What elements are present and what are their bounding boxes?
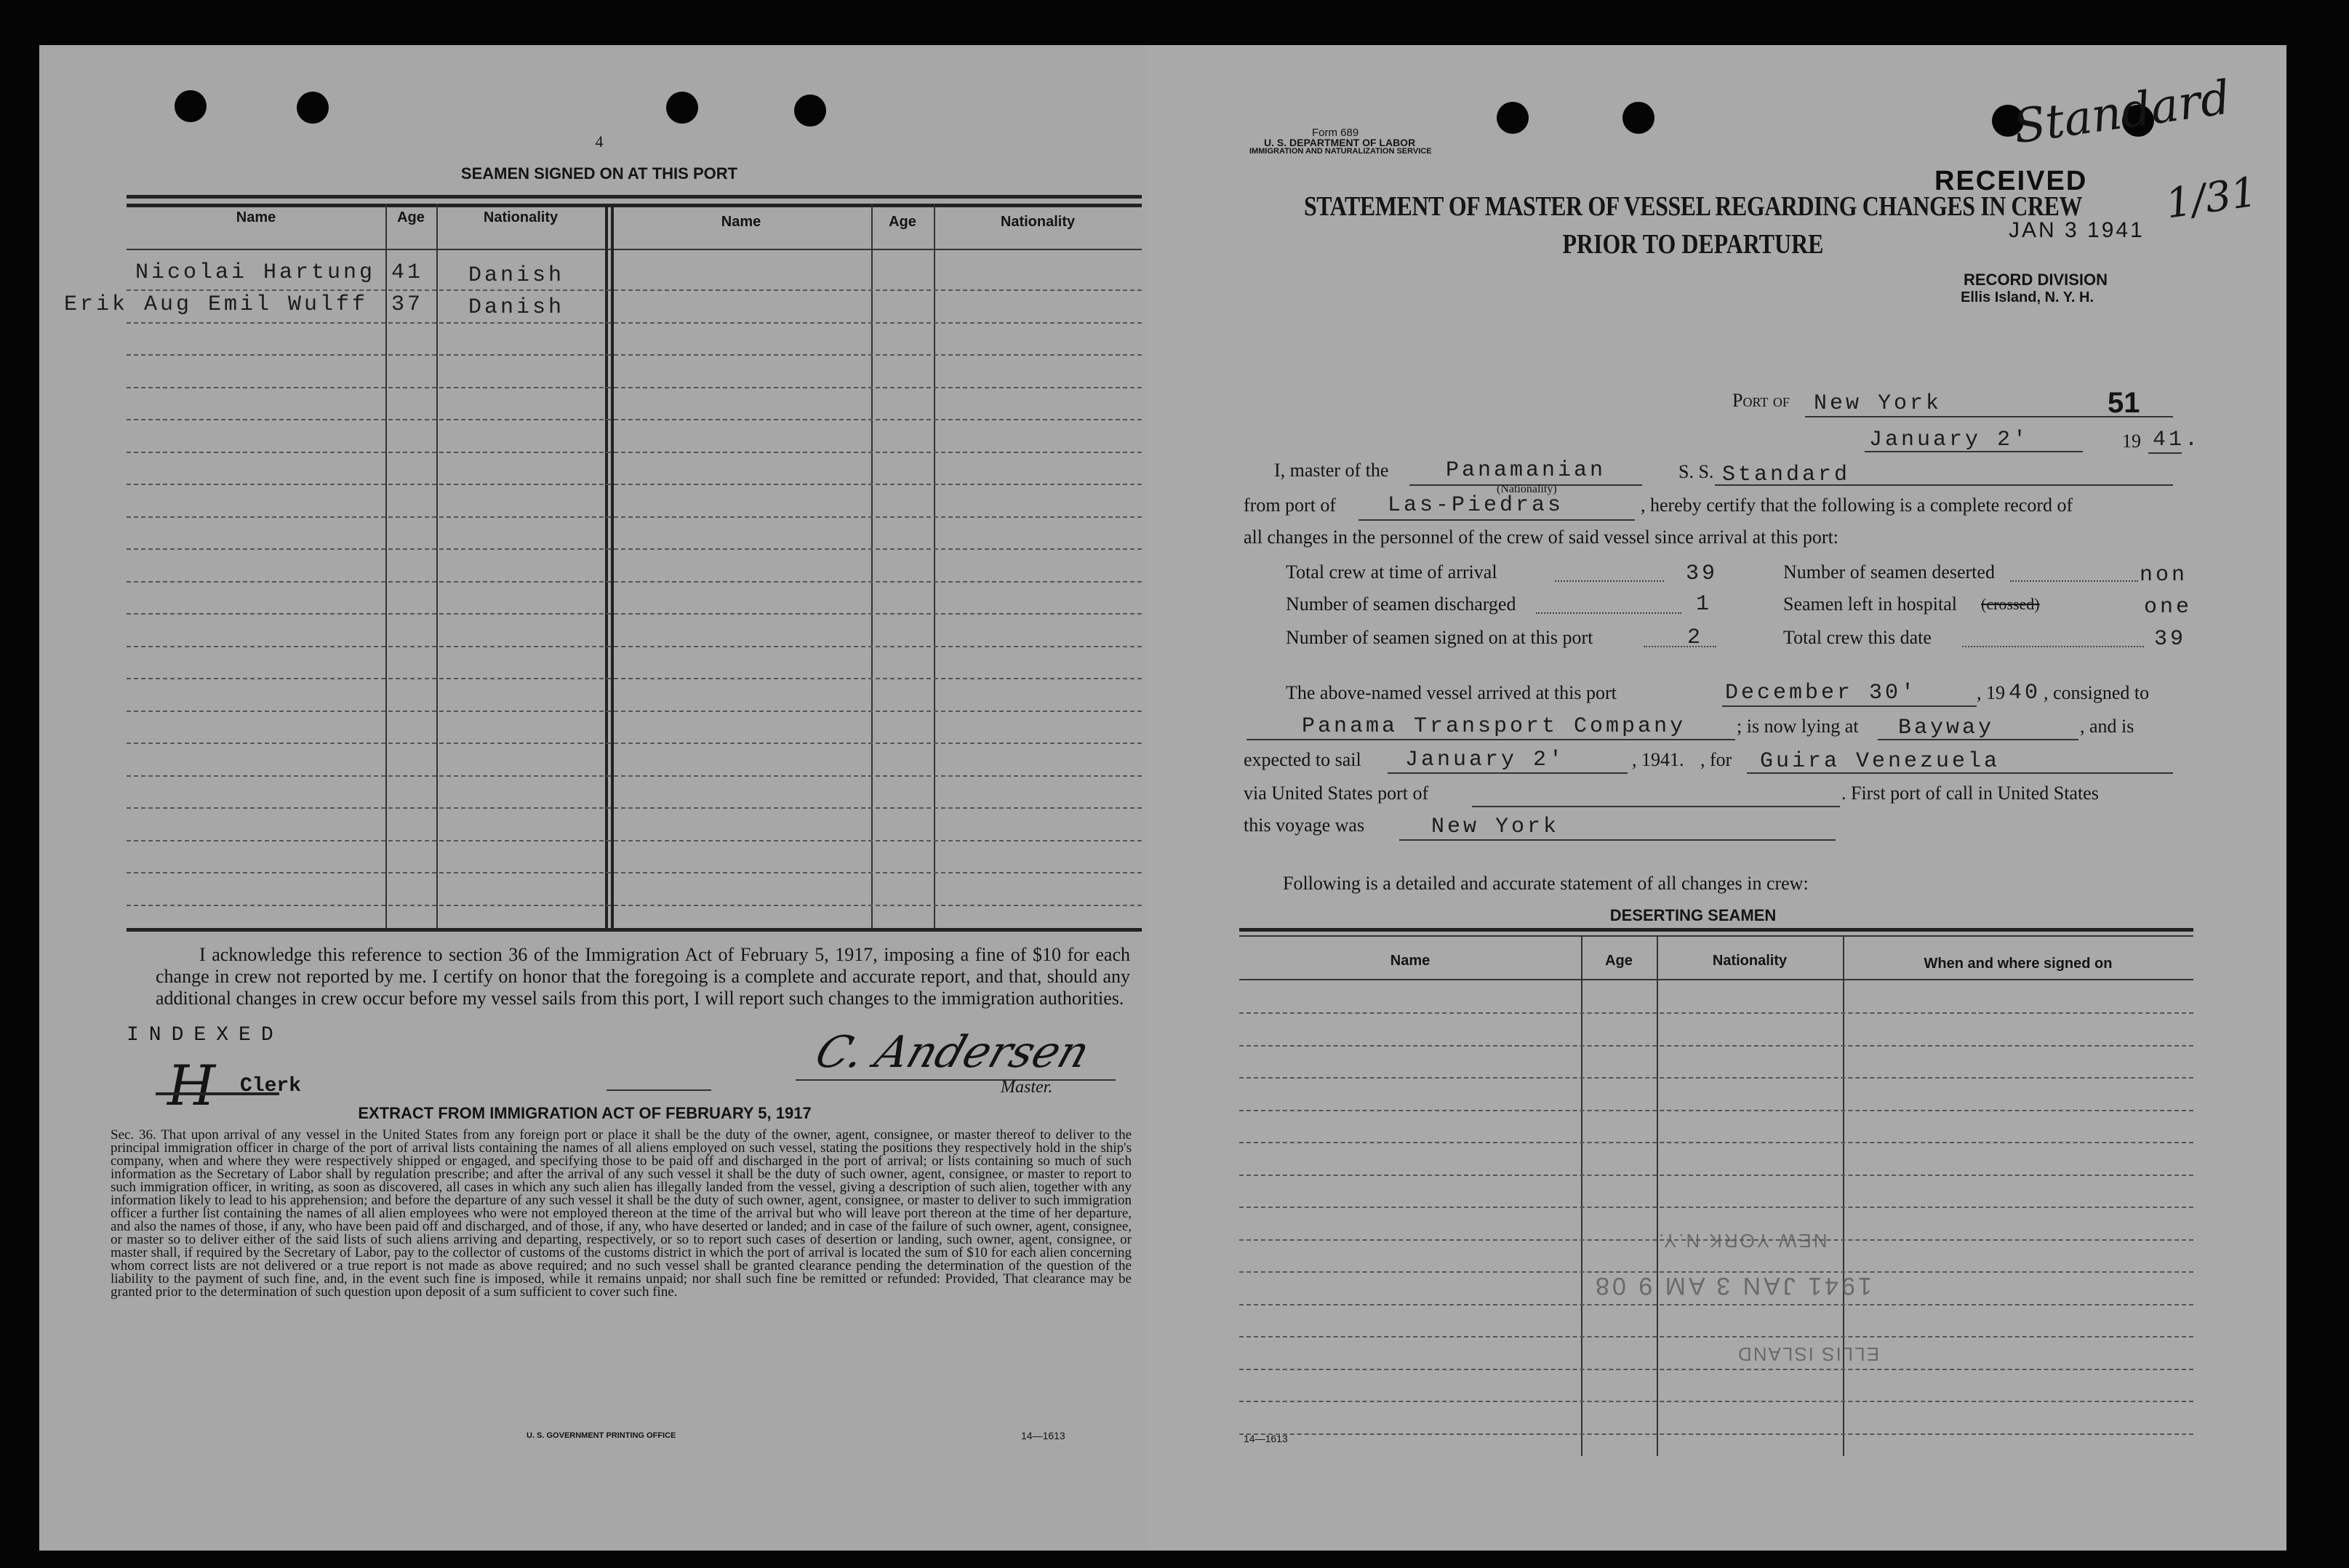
received-date-stamp: JAN 3 1941 <box>2009 218 2145 242</box>
row-rule <box>127 711 1142 712</box>
row-rule <box>127 807 1142 809</box>
sheet-number: 51 <box>2108 387 2140 419</box>
row-rule <box>1239 1304 2193 1305</box>
form-title: STATEMENT OF MASTER OF VESSEL REGARDING CHANGES IN CREW <box>1303 191 2083 222</box>
stat-label: Total crew this date <box>1783 627 1932 648</box>
page-number: 4 <box>595 132 604 151</box>
service-name: IMMIGRATION AND NATURALIZATION SERVICE <box>1249 147 1432 156</box>
stat-label: Number of seamen deserted <box>1783 561 1995 583</box>
row-rule <box>127 581 1142 583</box>
received-stamp: RECEIVED <box>1934 166 2088 196</box>
column-header: When and where signed on <box>1924 956 2113 972</box>
row-rule <box>127 354 1142 356</box>
row-rule <box>1239 1369 2193 1370</box>
port-label: Port of <box>1732 390 1790 411</box>
from-port-value: Las-Piedras <box>1388 493 1564 518</box>
punch-hole <box>1497 102 1529 134</box>
extract-title: EXTRACT FROM IMMIGRATION ACT OF FEBRUARY 5, 1917 <box>358 1104 812 1122</box>
for-label: , for <box>1700 749 1732 770</box>
year-suffix: 41. <box>2153 428 2201 452</box>
ellis-island-stamp: Ellis Island, N. Y. H. <box>1961 289 2094 305</box>
from-port-label: from port of <box>1244 495 1337 516</box>
handwritten-number: 1/31 <box>2163 168 2260 228</box>
row-rule <box>127 613 1142 615</box>
arrived-year-prefix: , 19 <box>1977 682 2005 703</box>
table-cell-nationality: Danish <box>468 263 565 288</box>
column-header: Nationality <box>483 209 559 225</box>
department-name: U. S. DEPARTMENT OF LABOR <box>1264 137 1416 148</box>
acknowledgement-text: I acknowledge this reference to section 36 of the Immigration Act of February 5, 1917, imposing a fine of $10 for each change in crew not reported by me. I certify on honor that the foregoing is a complete and accurate report, and that, should any additional changes in crew occur before my vessel sails from this port, I will report such changes to the immigration authorities. <box>156 944 1130 1009</box>
punch-hole <box>175 90 207 122</box>
lying-value: Bayway <box>1898 716 1995 740</box>
sail-label: expected to sail <box>1244 749 1361 770</box>
row-rule <box>127 905 1142 906</box>
punch-hole <box>297 92 329 124</box>
following-text: Following is a detailed and accurate statement of all changes in crew: <box>1283 873 1809 894</box>
row-rule <box>127 452 1142 453</box>
row-rule <box>127 872 1142 873</box>
vessel-label: S. S. <box>1678 461 1714 482</box>
table-cell-age: 41 <box>391 260 424 285</box>
stat-value: 39 <box>1686 561 1718 586</box>
column-header: Name <box>721 214 761 230</box>
year-prefix: 19 <box>2122 431 2141 452</box>
consignee-value: Panama Transport Company <box>1302 714 1686 739</box>
form-number: Form 689 <box>1312 127 1359 139</box>
stat-value: 39 <box>2154 627 2187 652</box>
stat-note: (crossed) <box>1981 595 2040 613</box>
certify-text: , hereby certify that the following is a complete record of <box>1641 495 2073 516</box>
arrived-year: 40 <box>2009 681 2041 705</box>
changes-text: all changes in the personnel of the crew of said vessel since arrival at this port: <box>1244 527 1839 548</box>
mirrored-stamp-line: 1941 JAN 3 AM 9 08 <box>1593 1272 1872 1300</box>
destination-value: Guira Venezuela <box>1760 749 2001 774</box>
form-code: 14—1613 <box>1244 1433 1288 1444</box>
stat-value: 1 <box>1696 592 1713 617</box>
printer-line: U. S. GOVERNMENT PRINTING OFFICE <box>527 1431 676 1440</box>
row-rule <box>127 646 1142 647</box>
master-signature: C. Andersen <box>809 1027 1096 1078</box>
row-rule <box>127 322 1142 324</box>
row-rule <box>1239 1077 2193 1079</box>
via-label: via United States port of <box>1244 783 1429 804</box>
form-subtitle: PRIOR TO DEPARTURE <box>1562 229 1824 260</box>
port-value: New York <box>1814 391 1942 416</box>
arrived-date: December 30' <box>1725 681 1918 705</box>
voyage-value: New York <box>1431 815 1560 839</box>
voyage-label: this voyage was <box>1244 815 1365 836</box>
column-header: Nationality <box>1712 953 1788 969</box>
section-title: SEAMEN SIGNED ON AT THIS PORT <box>460 164 738 183</box>
stat-value: non <box>2140 563 2188 588</box>
row-rule <box>127 678 1142 679</box>
master-prefix: I, master of the <box>1274 460 1389 481</box>
row-rule <box>1239 1401 2193 1402</box>
deserting-title: DESERTING SEAMEN <box>1609 906 1777 924</box>
extract-text: Sec. 36. That upon arrival of any vessel in the United States from any foreign port or place it shall be the duty of the owner, agent, consignee, or master thereof to deliver to the principal immigration officer in charge of the port of arrival lists containing the names of all aliens employed on such vessel, stating the positions they respectively hold in the ship's company, when and where they were respectively shipped or engaged, and specifying those to be paid off and discharged in the port of arrival; or lists containing so much of such information as the Secretary of Labor shall by regulation prescribe; and after the arrival of any such vessel it shall be the duty of such owner, agent, consignee, or master to report to such immigration officer, in writing, as soon as discovered, all cases in which any such alien has illegally landed from the vessel, giving a description of such alien, together with any information likely to lead to his apprehension; and before the departure of any such vessel it shall be the duty of such owner, agent, consignee, or master to deliver to such immigration officer a further list containing the names of all alien employees who were not employed thereon at the time of the arrival but who will leave port thereon at the time of her departure, and also the names of those, if any, who have been paid off and discharged, and of those, if any, who have deserted or landed; and in case of the failure of such owner, agent, consignee, or master so to deliver either of the said lists of such aliens arriving and departing, respectively, or so to report such cases of desertion or landing, such owner, agent, consignee, or master shall, if required by the Secretary of Labor, pay to the collector of customs of the customs district in which the port of arrival is located the sum of $10 for each alien concerning whom correct lists are not delivered or a true report is not made as above required; and no such vessel shall be granted clearance pending the determination of the question of the liability to the payment of such fine, and, in the event such fine is imposed, while it remains unpaid; nor shall such fine be remitted or refunded: Provided, That clearance may be granted prior to the determination of such question upon deposit of a sum sufficient to cover such fine. <box>111 1127 1132 1300</box>
row-rule <box>1239 1012 2193 1014</box>
column-header: Age <box>397 209 425 225</box>
clerk-initials: H <box>167 1053 216 1118</box>
row-rule <box>1239 1433 2193 1435</box>
sail-date: January 2' <box>1405 748 1566 772</box>
column-header: Name <box>1390 953 1430 969</box>
punch-hole <box>666 92 698 124</box>
first-port-label: . First port of call in United States <box>1841 783 2099 804</box>
row-rule <box>1239 1207 2193 1208</box>
indexed-stamp: INDEXED <box>127 1024 284 1047</box>
stat-label: Number of seamen discharged <box>1286 593 1516 615</box>
row-rule <box>1239 1142 2193 1143</box>
row-rule <box>127 419 1142 420</box>
row-rule <box>127 516 1142 518</box>
mirrored-stamp-line: ELLIS ISLAND <box>1737 1343 1879 1365</box>
and-is-text: , and is <box>2080 716 2134 737</box>
vessel-value: Standard <box>1722 463 1851 487</box>
row-rule <box>127 548 1142 550</box>
table-cell-nationality: Danish <box>468 295 565 320</box>
stat-value: one <box>2144 595 2193 620</box>
column-header: Nationality <box>1000 214 1076 230</box>
row-rule <box>127 387 1142 388</box>
row-rule <box>127 484 1142 485</box>
row-rule <box>1239 1110 2193 1111</box>
stat-value: 2 <box>1687 625 1704 650</box>
row-rule <box>127 743 1142 744</box>
nationality-value: Panamanian <box>1446 458 1606 483</box>
column-header: Age <box>889 214 916 230</box>
date-value: January 2' <box>1869 428 2030 452</box>
stat-label: Total crew at time of arrival <box>1286 561 1497 583</box>
row-rule <box>1239 1175 2193 1176</box>
consigned-label: , consigned to <box>2044 682 2150 703</box>
form-code: 14—1613 <box>1021 1430 1065 1441</box>
table-cell-name: Nicolai Hartung <box>135 260 376 285</box>
punch-hole <box>1622 102 1654 134</box>
left-page <box>39 45 1148 1551</box>
clerk-label: Clerk <box>240 1075 302 1097</box>
row-rule <box>127 840 1142 841</box>
row-rule <box>1239 1336 2193 1337</box>
mirrored-stamp-line: NEW YORK N.Y. <box>1657 1230 1828 1252</box>
stat-label: Number of seamen signed on at this port <box>1286 627 1593 648</box>
scan-border <box>2286 0 2349 1568</box>
right-page <box>1148 45 2286 1551</box>
record-division-stamp: RECORD DIVISION <box>1964 271 2108 289</box>
sail-year: , 1941. <box>1632 749 1684 770</box>
row-rule <box>127 289 1142 291</box>
lying-label: ; is now lying at <box>1737 716 1859 737</box>
table-cell-age: 37 <box>391 292 424 317</box>
punch-hole <box>794 95 826 127</box>
row-rule <box>1239 1045 2193 1047</box>
nationality-caption: (Nationality) <box>1497 483 1557 495</box>
arrived-text: The above-named vessel arrived at this port <box>1286 682 1617 703</box>
column-header: Age <box>1605 953 1633 969</box>
table-cell-name: Erik Aug Emil Wulff <box>64 292 369 317</box>
master-label: Master. <box>1001 1078 1053 1097</box>
column-header: Name <box>236 209 276 225</box>
row-rule <box>127 775 1142 777</box>
handwritten-vessel-note: Standard <box>2010 71 2234 155</box>
stat-label: Seamen left in hospital <box>1783 593 1958 615</box>
